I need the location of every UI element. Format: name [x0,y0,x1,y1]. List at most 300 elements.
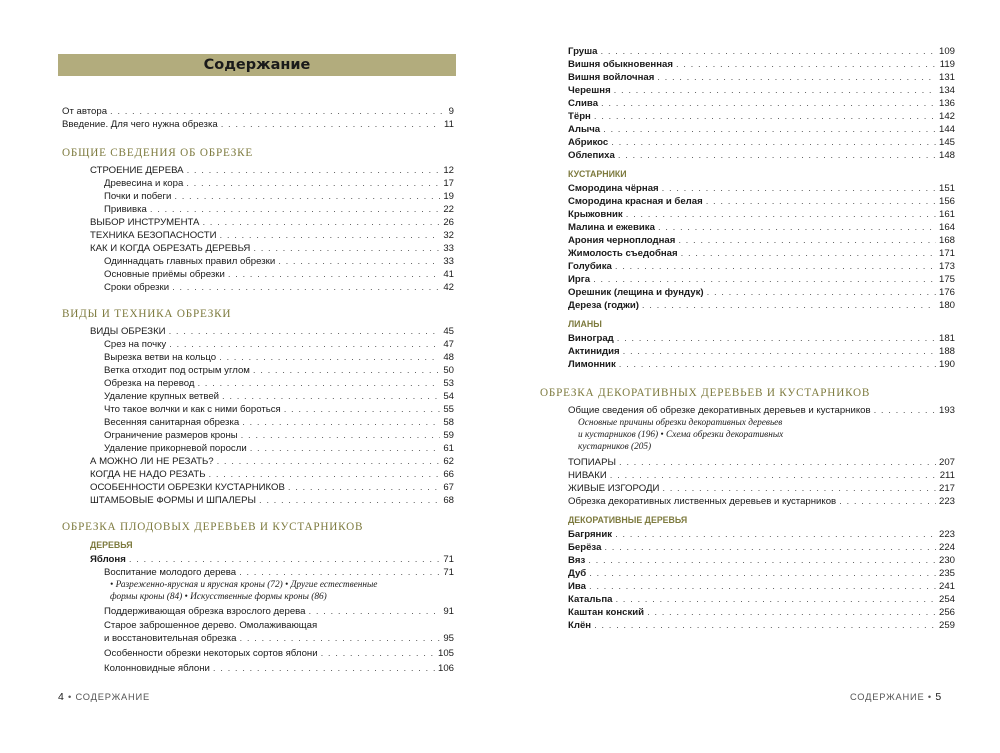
toc-entry[interactable] [540,404,955,417]
toc-entry-title: Сроки обрезки [104,282,170,293]
toc-entry-title: ТЕХНИКА БЕЗОПАСНОСТИ [90,230,217,241]
leader-dots [228,268,441,281]
toc-entry[interactable] [540,358,955,371]
toc-entry[interactable] [540,567,955,580]
toc-entry[interactable] [62,229,454,242]
leader-dots [150,203,440,216]
leader-dots [604,541,936,554]
toc-entry-title: Удаление прикорневой поросли [104,443,247,454]
toc-entry-page: 171 [938,248,955,259]
toc-entry-page: 207 [938,457,955,468]
toc-entry-title: Смородина чёрная [568,183,659,194]
leader-dots [209,468,441,481]
leader-dots [603,123,936,136]
toc-entry-page: 151 [938,183,955,194]
leader-dots [658,221,936,234]
toc-entry-page: 12 [443,165,454,176]
toc-entry-title: ТОПИАРЫ [568,457,616,468]
toc-entry[interactable] [540,456,955,469]
leader-dots [309,605,441,618]
toc-entry-title: и восстановительная обрезка [104,633,237,644]
toc-entry-page: 176 [938,287,955,298]
toc-entry-title: Поддерживающая обрезка взрослого дерева [104,606,306,617]
leader-dots [588,554,936,567]
toc-entry[interactable] [62,164,454,177]
toc-entry-page: 53 [443,378,454,389]
toc-note-line: • Разреженно-ярусная и ярусная кроны (72) • Другие естественные [110,580,378,590]
toc-note-line: Основные причины обрезки декоративных деревьев [578,418,783,428]
toc-entry-title: Вяз [568,555,586,566]
leader-dots [647,606,936,619]
leader-dots [222,390,440,403]
toc-entry-title: Вишня обыкновенная [568,59,673,70]
toc-entry[interactable] [62,255,454,268]
toc-entry-page: 33 [443,256,454,267]
toc-entry-page: 67 [443,482,454,493]
toc-entry-title: Основные приёмы обрезки [104,269,225,280]
toc-entry-page: 241 [938,581,955,592]
toc-note-line: формы кроны (84) • Искусственные формы кроны (86) [110,592,327,602]
toc-entry[interactable] [540,482,955,495]
toc-entry-title: ЖИВЫЕ ИЗГОРОДИ [568,483,660,494]
toc-entry-title: Актинидия [568,346,620,357]
toc-entry-title: Особенности обрезки некоторых сортов яблони [104,648,318,659]
toc-entry-title: КОГДА НЕ НАДО РЕЗАТЬ [90,469,206,480]
page-folio-left [58,691,150,703]
toc-entry-page: 180 [938,300,955,311]
toc-entry-page: 71 [443,554,454,565]
right-toc [540,45,955,632]
toc-entry-page: 217 [938,483,955,494]
toc-entry[interactable] [540,619,955,632]
toc-entry[interactable] [62,242,454,255]
subhead-vines: ЛИАНЫ [568,319,602,329]
leader-dots [619,456,936,469]
leader-dots [197,377,440,390]
toc-note [540,417,955,453]
leader-dots [623,345,936,358]
leader-dots [618,149,936,162]
toc-entry[interactable] [540,195,955,208]
toc-entry[interactable] [540,182,955,195]
leader-dots [239,632,440,645]
section-types-entries [62,325,454,507]
leader-dots [611,136,936,149]
toc-entry-page: 235 [938,568,955,579]
leader-dots [657,71,936,84]
toc-entry-page: 50 [443,365,454,376]
toc-entry-title: Дереза (годжи) [568,300,639,311]
toc-entry-page: 59 [443,430,454,441]
leader-dots [288,481,440,494]
toc-entry[interactable] [62,190,454,203]
toc-entry[interactable] [62,338,454,351]
leader-dots [220,229,441,242]
toc-entry-page: 188 [938,346,955,357]
toc-entry-page: 156 [938,196,955,207]
toc-entry-page: 11 [444,119,454,130]
toc-entry-page: 33 [443,243,454,254]
leader-dots [202,216,440,229]
leader-dots [242,416,440,429]
toc-entry-title: Введение. Для чего нужна обрезка [62,119,218,130]
toc-entry-page: 68 [443,495,454,506]
toc-entry[interactable] [62,403,454,416]
leader-dots [615,260,936,273]
toc-entry-page: 211 [939,470,955,481]
toc-note [62,579,454,603]
toc-entry-page: 181 [938,333,955,344]
toc-entry[interactable] [540,97,955,110]
leader-dots [253,242,440,255]
toc-entry-page: 61 [443,443,454,454]
toc-entry-page: 62 [443,456,454,467]
toc-entry-title: Удаление крупных ветвей [104,391,220,402]
toc-entry[interactable] [540,136,955,149]
toc-entry-page: 145 [938,137,955,148]
toc-entry-title: Слива [568,98,599,109]
folio-bullet: • [68,692,73,702]
toc-entry-title: ШТАМБОВЫЕ ФОРМЫ И ШПАЛЕРЫ [90,495,256,506]
leader-dots [241,429,441,442]
fruit-trees-entries [540,45,955,162]
toc-entry[interactable] [540,208,955,221]
toc-entry[interactable] [540,541,955,554]
toc-entry[interactable] [540,234,955,247]
section-decorative-entries [540,456,955,508]
right-page [500,0,1000,753]
toc-entry[interactable] [540,149,955,162]
leader-dots [174,190,440,203]
toc-entry[interactable] [62,662,454,675]
toc-entry-page: 136 [938,98,955,109]
toc-entry[interactable] [540,495,955,508]
toc-entry-page: 144 [938,124,955,135]
folio-bullet: • [927,692,932,702]
toc-entry-title: Абрикос [568,137,609,148]
toc-entry-page: 91 [443,606,454,617]
section-title-general: ОБЩИЕ СВЕДЕНИЯ ОБ ОБРЕЗКЕ [62,147,254,159]
toc-entry-title: Общие сведения об обрезке декоративных деревьев и кустарников [568,405,871,416]
toc-note-line: кустарников (205) [578,442,652,452]
decorative-trees-entries [540,528,955,632]
toc-entry-page: 54 [443,391,454,402]
toc-entry-page: 190 [938,359,955,370]
subhead-trees: ДЕРЕВЬЯ [90,540,133,550]
running-head: СОДЕРЖАНИЕ [75,692,150,702]
toc-entry-title: Груша [568,46,598,57]
toc-entry-page: 164 [938,222,955,233]
toc-entry-page: 19 [443,191,454,202]
toc-entry-page: 32 [443,230,454,241]
toc-entry-title: ВЫБОР ИНСТРУМЕНТА [90,217,200,228]
toc-entry[interactable] [540,110,955,123]
toc-entry-title: Обрезка на перевод [104,378,195,389]
toc-entry[interactable] [62,268,454,281]
toc-entry-title: Одиннадцать главных правил обрезки [104,256,276,267]
toc-entry-title: Алыча [568,124,601,135]
toc-entry[interactable] [540,606,955,619]
toc-entry-title: Виноград [568,333,614,344]
toc-entry-page: 71 [443,567,454,578]
leader-dots [129,553,441,566]
toc-entry-title: ОСОБЕННОСТИ ОБРЕЗКИ КУСТАРНИКОВ [90,482,285,493]
leader-dots [614,84,936,97]
toc-entry-title: Воспитание молодого дерева [104,567,237,578]
toc-entry[interactable] [540,58,955,71]
leader-dots [187,164,441,177]
toc-entry[interactable] [540,273,955,286]
toc-entry[interactable] [62,377,454,390]
toc-entry-title: Срез на почку [104,339,167,350]
page-number: 5 [935,691,942,703]
toc-entry[interactable] [62,203,454,216]
toc-entry-page: 173 [938,261,955,272]
toc-entry[interactable] [62,468,454,481]
toc-note-line: и кустарников (196) • Схема обрезки декоративных [578,430,784,440]
leader-dots [321,647,435,660]
running-head: СОДЕРЖАНИЕ [850,692,925,702]
toc-entry[interactable] [540,580,955,593]
toc-entry-page: 26 [443,217,454,228]
toc-entry[interactable] [62,647,454,660]
toc-entry-title: А МОЖНО ЛИ НЕ РЕЗАТЬ? [90,456,214,467]
toc-entry-title: Арония черноплодная [568,235,676,246]
leader-dots [615,593,936,606]
leader-dots [600,45,936,58]
toc-entry[interactable] [62,455,454,468]
toc-entry-page: 224 [938,542,955,553]
toc-entry[interactable] [540,71,955,84]
leader-dots [662,182,936,195]
leader-dots [594,110,936,123]
contents-header-bar [58,54,456,76]
leader-dots [610,469,937,482]
toc-entry-title: НИВАКИ [568,470,607,481]
toc-entry-title: Вырезка ветви на кольцо [104,352,217,363]
toc-entry-title: Клён [568,620,592,631]
toc-entry-page: 142 [938,111,955,122]
toc-entry-title: Дуб [568,568,587,579]
leader-dots [217,455,441,468]
toc-entry-page: 9 [448,106,454,117]
toc-entry[interactable] [62,281,454,294]
page-folio-right [850,691,942,703]
toc-entry[interactable] [540,286,955,299]
toc-entry-page: 109 [938,46,955,57]
leader-dots [186,177,440,190]
subhead-decorative-trees: ДЕКОРАТИВНЫЕ ДЕРЕВЬЯ [568,515,688,525]
section-general-entries [62,164,454,294]
leader-dots [169,325,441,338]
toc-entry[interactable] [62,118,454,131]
toc-entry-title: Ива [568,581,587,592]
toc-entry-page: 55 [443,404,454,415]
toc-entry[interactable] [540,345,955,358]
toc-entry-page: 22 [443,204,454,215]
leader-dots [619,358,936,371]
leader-dots [707,286,936,299]
toc-entry-page: 106 [437,663,454,674]
toc-entry[interactable] [540,469,955,482]
toc-entry-title: Берёза [568,542,602,553]
toc-entry[interactable] [540,247,955,260]
leader-dots [169,338,440,351]
toc-entry[interactable] [62,442,454,455]
toc-entry-page: 119 [939,59,955,70]
toc-entry-page: 47 [443,339,454,350]
toc-entry-page: 48 [443,352,454,363]
leader-dots [593,273,936,286]
toc-entry-second-line [104,632,454,645]
toc-entry-page: 168 [938,235,955,246]
toc-entry[interactable] [62,325,454,338]
subhead-shrubs: КУСТАРНИКИ [568,169,627,179]
leader-dots [617,332,936,345]
leader-dots [839,495,936,508]
toc-entry-title: От автора [62,106,108,117]
leader-dots [594,619,936,632]
toc-entry-title: Малина и ежевика [568,222,655,233]
toc-entry-page: 223 [938,529,955,540]
toc-entry[interactable] [540,332,955,345]
toc-entry[interactable] [62,416,454,429]
toc-entry-page: 58 [443,417,454,428]
toc-entry[interactable] [62,105,454,118]
leader-dots [239,566,440,579]
toc-entry-page: 45 [443,326,454,337]
toc-entry-title: Ветка отходит под острым углом [104,365,250,376]
toc-entry-title: Каштан конский [568,607,645,618]
toc-entry-page: 95 [443,633,454,644]
contents-title: Содержание [203,57,311,73]
section-title-fruit: ОБРЕЗКА ПЛОДОВЫХ ДЕРЕВЬЕВ И КУСТАРНИКОВ [62,521,364,533]
leader-dots [278,255,440,268]
toc-entry[interactable] [62,216,454,229]
leader-dots [706,195,936,208]
toc-entry-page: 66 [443,469,454,480]
toc-entry-title: КАК И КОГДА ОБРЕЗАТЬ ДЕРЕВЬЯ [90,243,251,254]
leader-dots [678,234,936,247]
leader-dots [642,299,936,312]
toc-entry-page: 161 [938,209,955,220]
leader-dots [874,404,936,417]
toc-entry-two-line[interactable] [62,620,454,645]
toc-entry-page: 17 [443,178,454,189]
toc-entry-page: 175 [938,274,955,285]
shrubs-entries [540,182,955,312]
toc-entry[interactable] [62,481,454,494]
left-toc [62,105,454,675]
toc-entry-title: Почки и побеги [104,191,172,202]
toc-entry-title: Что такое волчки и как с ними бороться [104,404,281,415]
toc-entry-title: Обрезка декоративных лиственных деревьев и кустарников [568,496,837,507]
page-number: 4 [58,691,65,703]
toc-entry[interactable] [62,566,454,579]
toc-entry-title: Старое заброшенное дерево. Омолаживающая [104,620,318,631]
toc-entry-title: Крыжовник [568,209,623,220]
leader-dots [219,351,440,364]
toc-entry[interactable] [62,177,454,190]
toc-entry-page: 230 [938,555,955,566]
leader-dots [626,208,936,221]
toc-entry-page: 193 [938,405,955,416]
toc-entry-title: Тёрн [568,111,591,122]
toc-entry[interactable] [540,84,955,97]
toc-entry-title: Облепиха [568,150,615,161]
toc-entry-title: Смородина красная и белая [568,196,703,207]
toc-entry-title: Весенняя санитарная обрезка [104,417,240,428]
toc-entry-title: Багряник [568,529,613,540]
toc-entry-page: 148 [938,150,955,161]
vines-entries [540,332,955,371]
toc-entry[interactable] [62,390,454,403]
toc-entry-title: Яблоня [90,554,126,565]
toc-entry-page: 254 [938,594,955,605]
toc-entry-title: Ограничение размеров кроны [104,430,238,441]
toc-entry-title: Голубика [568,261,612,272]
leader-dots [253,364,440,377]
toc-entry[interactable] [62,494,454,507]
leader-dots [662,482,936,495]
toc-entry[interactable] [540,593,955,606]
toc-entry[interactable] [62,351,454,364]
toc-entry[interactable] [540,554,955,567]
leader-dots [284,403,441,416]
toc-entry-title: Ирга [568,274,591,285]
leader-dots [615,528,936,541]
leader-dots [213,662,435,675]
toc-entry-page: 42 [443,282,454,293]
toc-entry[interactable] [62,429,454,442]
toc-entry[interactable] [540,221,955,234]
toc-entry-page: 41 [443,269,454,280]
toc-entry-title: Катальпа [568,594,613,605]
section-title-types: ВИДЫ И ТЕХНИКА ОБРЕЗКИ [62,308,232,320]
toc-entry-apple[interactable] [62,553,454,566]
leader-dots [589,567,936,580]
toc-entry[interactable] [540,123,955,136]
toc-entry[interactable] [540,528,955,541]
toc-entry-title: Жимолость съедобная [568,248,678,259]
toc-entry-title: Колонновидные яблони [104,663,210,674]
toc-entry[interactable] [540,45,955,58]
leader-dots [172,281,440,294]
toc-entry-title: Древесина и кора [104,178,184,189]
toc-entry-title: Орешник (лещина и фундук) [568,287,704,298]
leader-dots [589,580,936,593]
toc-entry-page: 259 [938,620,955,631]
leader-dots [601,97,936,110]
leader-dots [110,105,446,118]
toc-entry-page: 105 [437,648,454,659]
toc-entry-title: Прививка [104,204,147,215]
toc-entry-title: Вишня войлочная [568,72,655,83]
toc-entry[interactable] [62,364,454,377]
toc-entry-page: 131 [938,72,955,83]
toc-entry-title: Черешня [568,85,611,96]
leader-dots [259,494,440,507]
leader-dots [681,247,936,260]
toc-entry-title: ВИДЫ ОБРЕЗКИ [90,326,166,337]
leader-dots [221,118,441,131]
leader-dots [250,442,441,455]
toc-entry[interactable] [540,299,955,312]
toc-entry[interactable] [62,605,454,618]
leader-dots [676,58,937,71]
toc-entry[interactable] [540,260,955,273]
section-title-decorative: ОБРЕЗКА ДЕКОРАТИВНЫХ ДЕРЕВЬЕВ И КУСТАРНИКОВ [540,387,871,399]
